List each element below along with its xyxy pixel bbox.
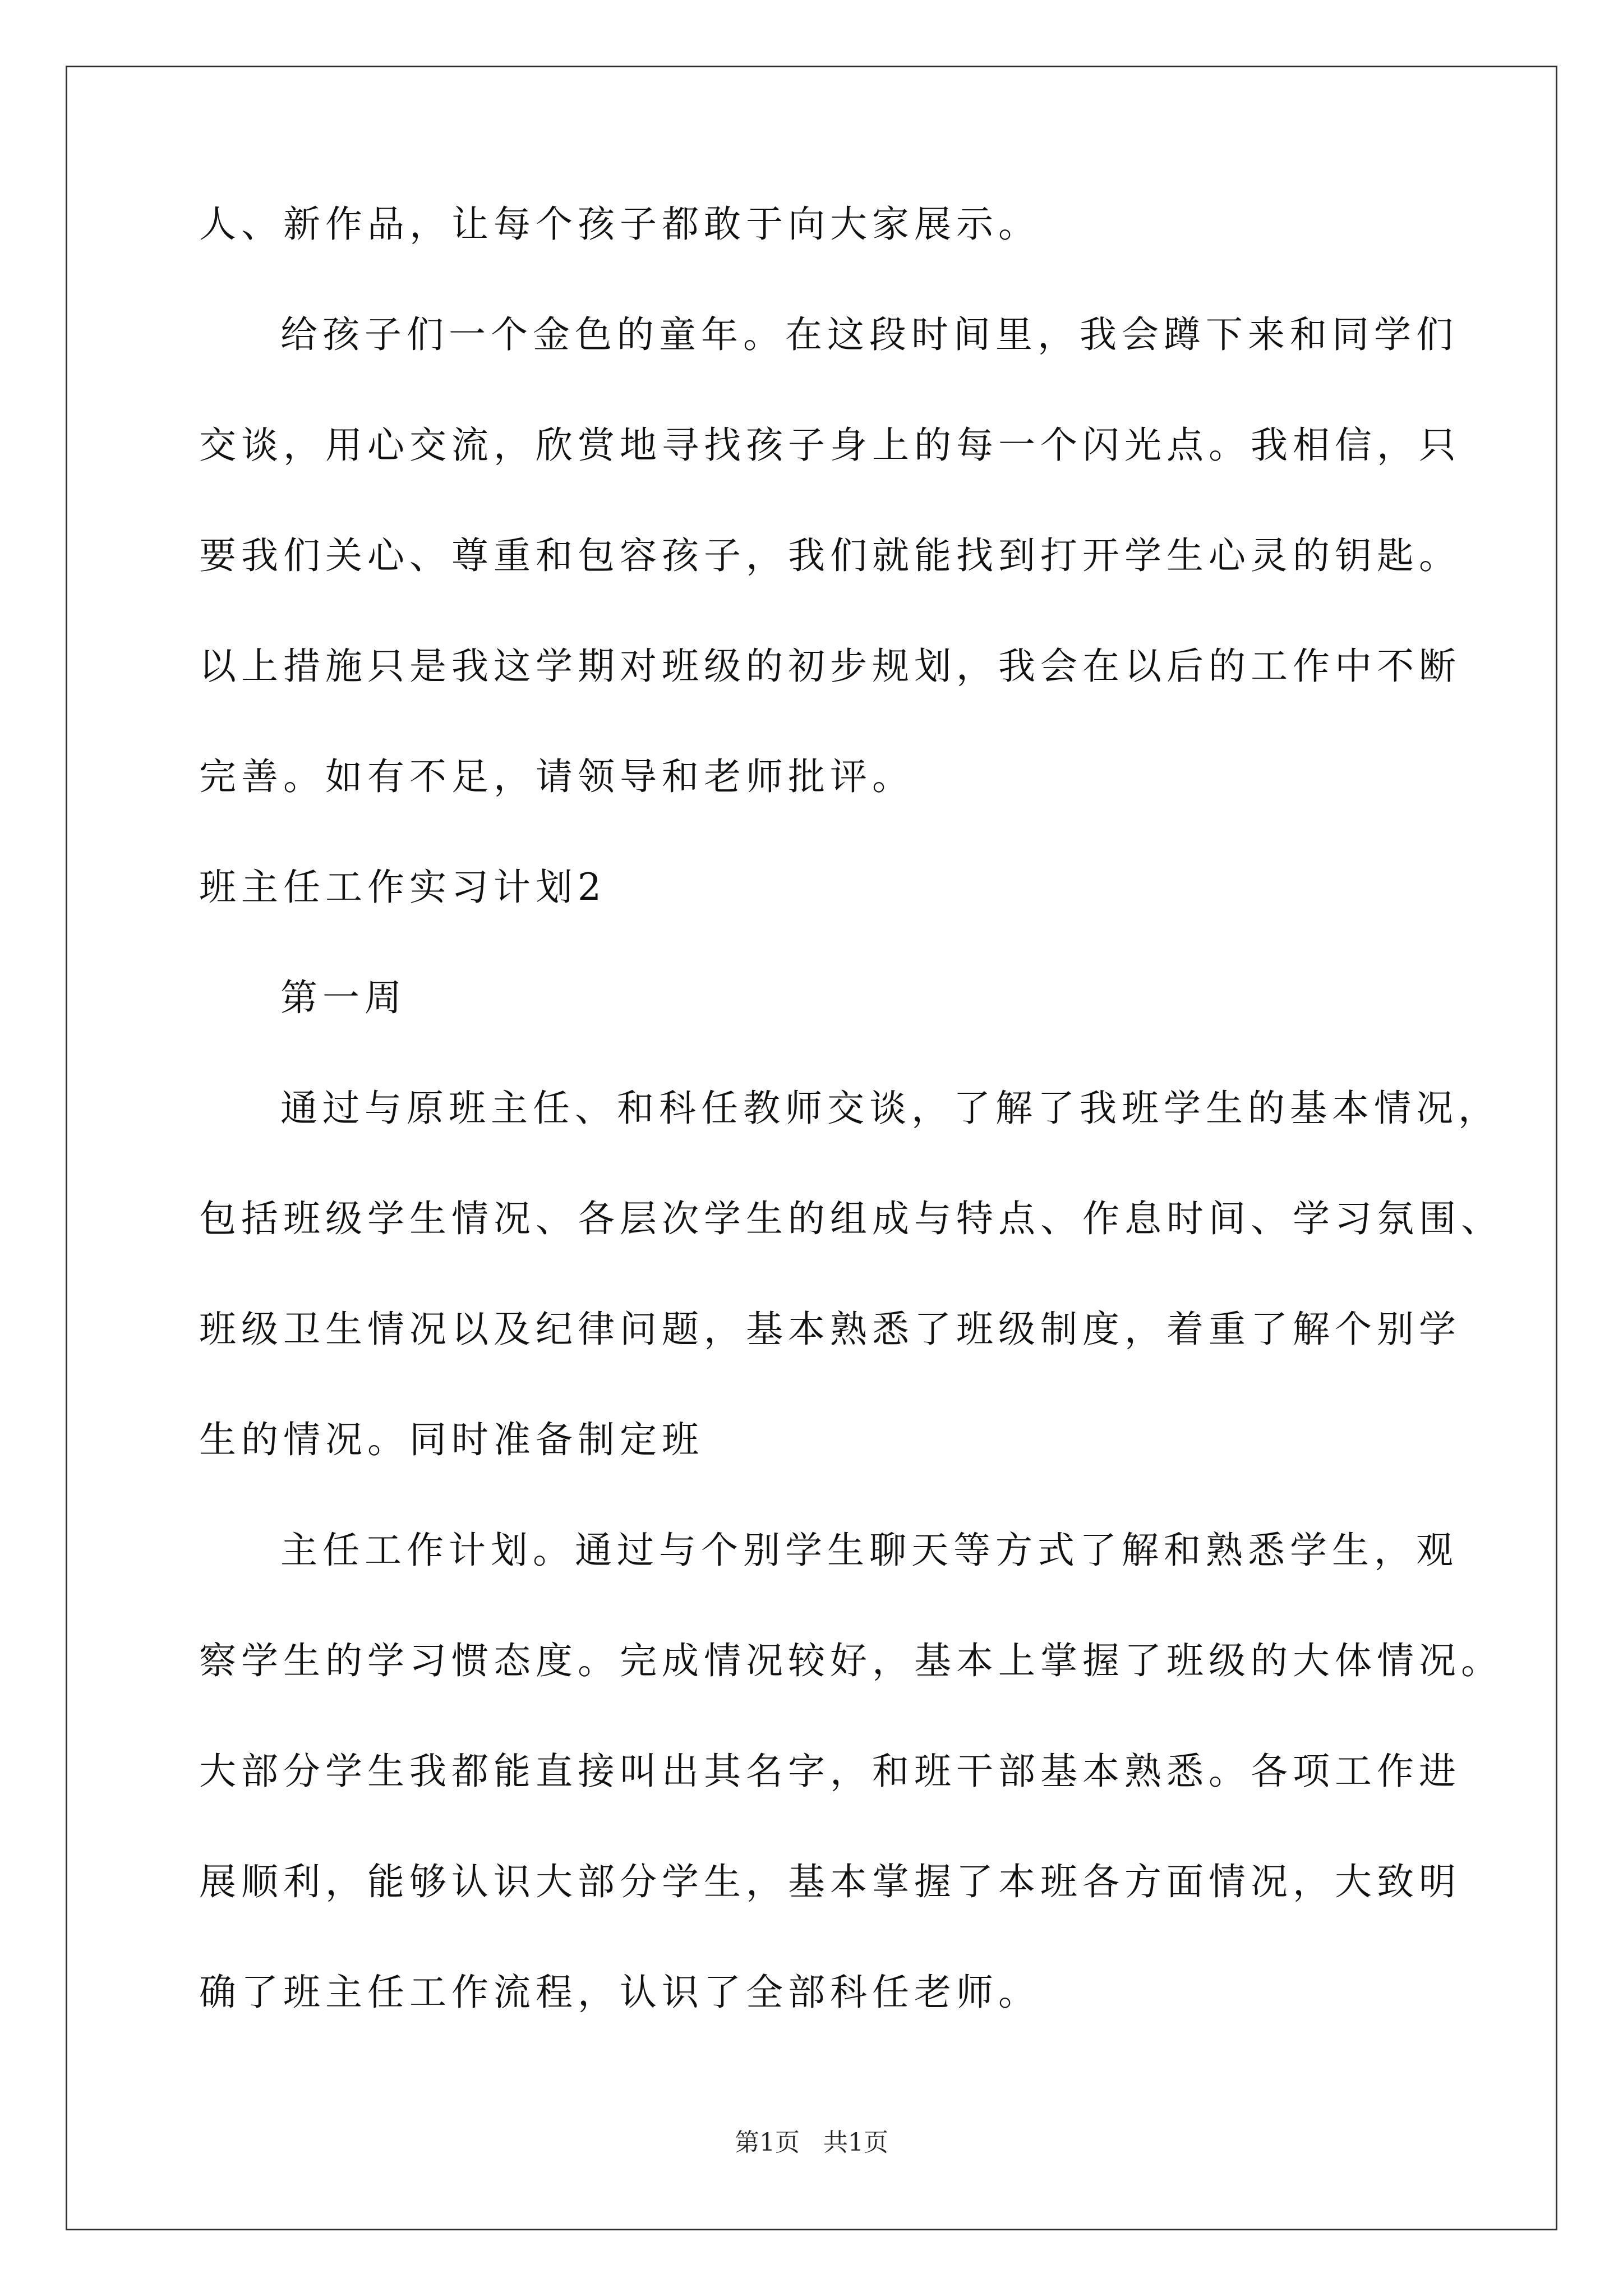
- section-title: 班主任工作实习计划2: [199, 866, 606, 909]
- text-line: 生的情况。同时准备制定班: [199, 1418, 704, 1461]
- page-total: 共1页: [823, 2128, 888, 2157]
- text-line: 班级卫生情况以及纪律问题，基本熟悉了班级制度，着重了解个别学: [199, 1308, 1461, 1351]
- text-line: 交谈，用心交流，欣赏地寻找孩子身上的每一个闪光点。我相信，只: [199, 424, 1461, 467]
- text-line: 要我们关心、尊重和包容孩子，我们就能找到打开学生心灵的钥匙。: [199, 534, 1461, 577]
- text-line: 以上措施只是我这学期对班级的初步规划，我会在以后的工作中不断: [199, 645, 1461, 688]
- text-line: 展顺利，能够认识大部分学生，基本掌握了本班各方面情况，大致明: [199, 1860, 1461, 1903]
- text-line: 完善。如有不足，请领导和老师批评。: [199, 755, 914, 798]
- text-line: 察学生的学习惯态度。完成情况较好，基本上掌握了班级的大体情况。: [199, 1639, 1503, 1682]
- paragraph-line: 主任工作计划。通过与个别学生聊天等方式了解和熟悉学生，观: [280, 1529, 1458, 1572]
- text-line: 确了班主任工作流程，认识了全部科任老师。: [199, 1971, 1040, 2014]
- week-heading: 第一周: [280, 976, 407, 1019]
- text-line: 包括班级学生情况、各层次学生的组成与特点、作息时间、学习氛围、: [199, 1197, 1503, 1240]
- text-line: 人、新作品，让每个孩子都敢于向大家展示。: [199, 203, 1040, 246]
- text-line: 大部分学生我都能直接叫出其名字，和班干部基本熟悉。各项工作进: [199, 1750, 1461, 1793]
- page-number: 第1页: [735, 2128, 800, 2157]
- paragraph-line: 给孩子们一个金色的童年。在这段时间里，我会蹲下来和同学们: [280, 313, 1458, 356]
- paragraph-line: 通过与原班主任、和科任教师交谈，了解了我班学生的基本情况，: [280, 1087, 1500, 1130]
- page-footer: [0, 2126, 1623, 2160]
